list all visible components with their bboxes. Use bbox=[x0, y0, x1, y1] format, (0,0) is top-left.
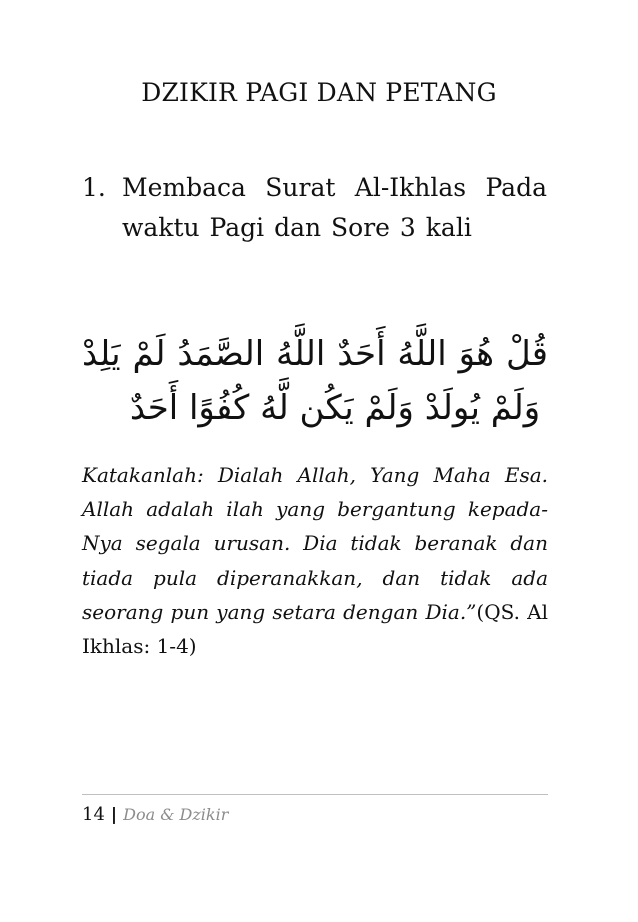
list-item-number: 1. bbox=[82, 173, 106, 202]
arabic-verse-line-1: قُلْ هُوَ اللَّهُ أَحَدٌ اللَّهُ الصَّمَدُ لَمْ يَلِدْ bbox=[82, 334, 548, 374]
arabic-verse-line-2: وَلَمْ يُولَدْ وَلَمْ يَكُن لَّهُ كُفُوًا أَحَدٌ bbox=[129, 388, 541, 428]
page-number: 14 bbox=[82, 804, 105, 825]
translation-paragraph bbox=[82, 458, 548, 663]
list-item-text: Membaca Surat Al-Ikhlas Pada waktu Pagi dan Sore 3 kali bbox=[122, 173, 547, 242]
book-title: Doa & Dzikir bbox=[123, 805, 229, 824]
list-item bbox=[82, 168, 547, 248]
footer-divider bbox=[82, 794, 548, 795]
verse-reference: (QS. Al Ikhlas: 1-4) bbox=[82, 599, 548, 659]
footer-separator: | bbox=[110, 804, 118, 825]
page-title: DZIKIR PAGI DAN PETANG bbox=[141, 78, 497, 107]
translation-text: Katakanlah: Dialah Allah, Yang Maha Esa. Allah adalah ilah yang bergantung kepada-Nya segala urusan. Dia tidak beranak dan tiada pula diperanakkan, dan tidak ada seorang pun yang setara dengan Dia.” bbox=[82, 463, 548, 624]
page-footer bbox=[82, 804, 228, 825]
